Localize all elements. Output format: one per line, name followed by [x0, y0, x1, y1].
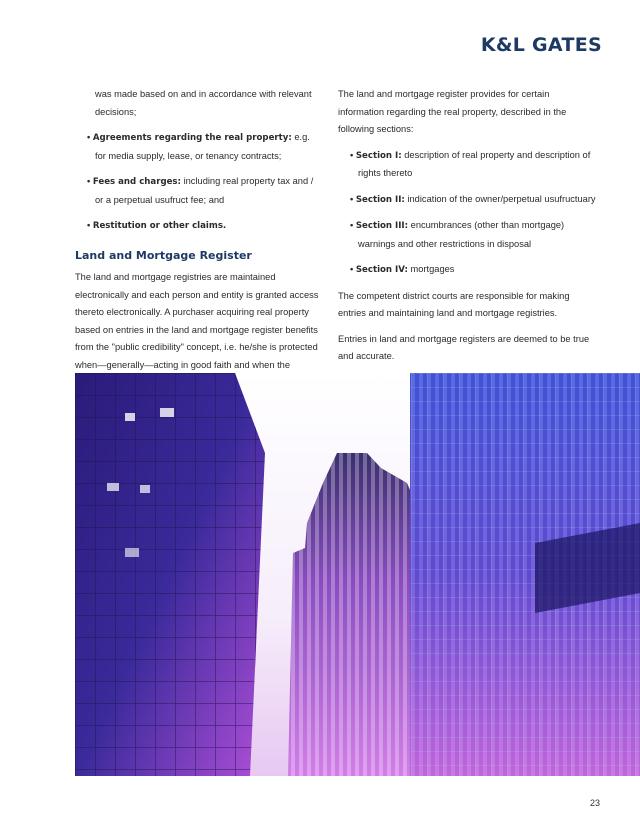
logo: K&L GATES: [480, 34, 602, 56]
page-number: 23: [589, 798, 600, 808]
bullet-bold: Agreements regarding the real property:: [92, 133, 292, 143]
section-label: Section IV:: [355, 265, 408, 275]
body-paragraph: The competent district courts are responsible for making entries and maintaining land and mortgage registries.: [338, 290, 570, 318]
bullet-bold: Fees and charges:: [92, 177, 181, 187]
bullet-text: e.g. for media supply, lease, or tenancy contracts;: [95, 132, 310, 161]
section-label: Section II:: [355, 194, 405, 205]
list-item: [338, 261, 596, 280]
section-label: Section III:: [355, 221, 409, 231]
bullet-text: including real property tax and / or a perpetual usufruct fee; and: [95, 176, 314, 205]
list-item: [75, 217, 323, 236]
section-label: Section I:: [355, 150, 402, 161]
body-paragraph: Entries in land and mortgage registers are deemed to be true and accurate.: [338, 333, 590, 361]
list-item: [338, 147, 596, 183]
list-item: [338, 191, 596, 210]
list-item: [75, 173, 323, 209]
section-heading: Land and Mortgage Register: [75, 248, 252, 262]
body-paragraph: The land and mortgage registries are maintained electronically and each person and entity is granted access thereto electronically. A purchaser acquiring real property based on entries in the land and mortgage register benefits from the "public credibility" concept, i.e. he/she is protected when—generally—acting in good faith and when the: [75, 272, 319, 370]
section-text: encumbrances (other than mortgage) warnings and other restrictions in disposal: [358, 220, 565, 249]
buildings-photo: [75, 373, 640, 776]
list-item: [75, 129, 323, 165]
left-bullet-list: [75, 129, 323, 236]
skyscrapers-illustration: [75, 373, 640, 776]
section-list: [338, 147, 596, 280]
right-column: [338, 86, 596, 374]
section-text: description of real property and description of rights thereto: [358, 149, 591, 178]
bullet-bold: Restitution or other claims.: [92, 221, 227, 231]
left-column: [75, 86, 323, 400]
section-text: mortgages: [407, 264, 455, 274]
section-text: indication of the owner/perpetual usufructuary: [404, 193, 596, 204]
list-item: [338, 217, 596, 253]
intro-paragraph: The land and mortgage register provides for certain information regarding the real property, described in the following sections:: [338, 89, 567, 134]
continued-text: was made based on and in accordance with relevant decisions;: [95, 89, 312, 117]
